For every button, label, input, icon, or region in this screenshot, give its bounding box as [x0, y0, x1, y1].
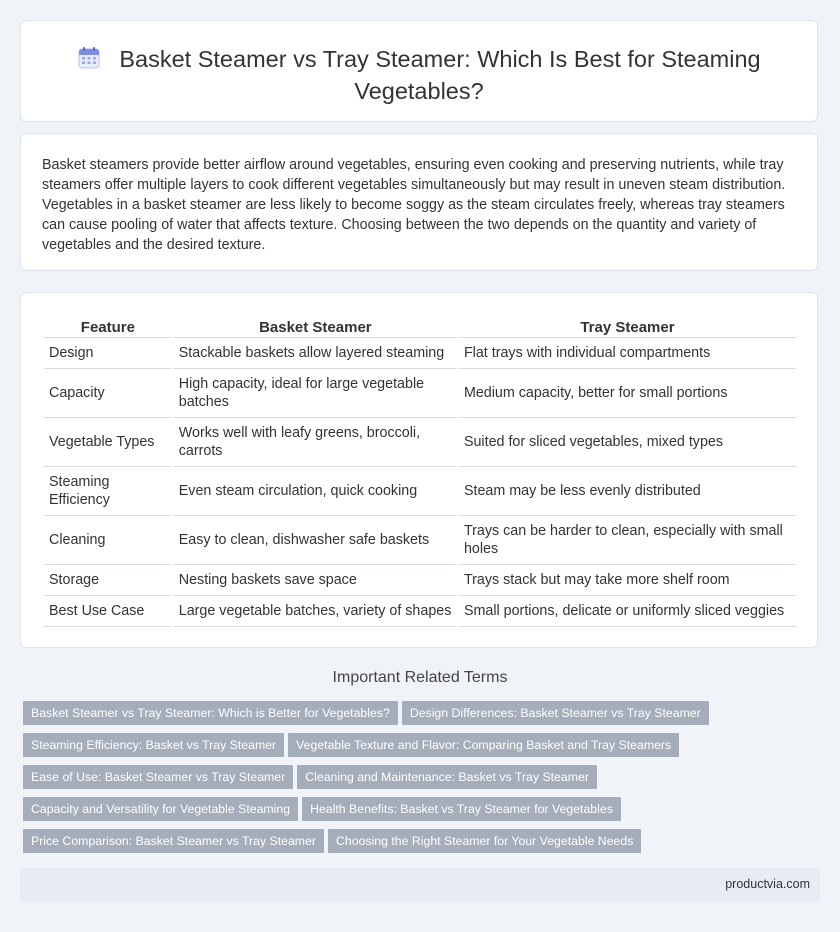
related-term-tag[interactable]: Vegetable Texture and Flavor: Comparing Basket and Tray Steamers: [288, 733, 679, 757]
table-row: [44, 516, 796, 565]
comparison-table-card: [20, 292, 818, 648]
column-header-feature: Feature: [44, 317, 172, 338]
table-header-row: [44, 317, 796, 338]
table-row: [44, 467, 796, 516]
footer: [20, 868, 820, 902]
tray-cell: Flat trays with individual compartments: [459, 338, 796, 369]
related-terms-heading: Important Related Terms: [332, 669, 508, 686]
related-term-tag[interactable]: Health Benefits: Basket vs Tray Steamer for Vegetables: [302, 797, 621, 821]
basket-cell: Stackable baskets allow layered steaming: [174, 338, 457, 369]
table-row: [44, 369, 796, 418]
related-term-tag[interactable]: Cleaning and Maintenance: Basket vs Tray Steamer: [297, 765, 597, 789]
intro-card: [20, 133, 818, 271]
page-title: Basket Steamer vs Tray Steamer: Which Is Best for Steaming Vegetables?: [119, 46, 761, 104]
footer-site-link[interactable]: productvia.com: [725, 877, 810, 891]
tray-cell: Small portions, delicate or uniformly sliced veggies: [459, 596, 796, 627]
column-header-tray: Tray Steamer: [459, 317, 796, 338]
intro-paragraph: Basket steamers provide better airflow around vegetables, ensuring even cooking and preserving nutrients, while tray steamers offer multiple layers to cook different vegetables simultaneously but may result in uneven steam distribution. Vegetables in a basket steamer are less likely to become soggy as the steam circulates freely, whereas tray steamers can cause pooling of water that affects texture. Choosing between the two depends on the quantity and variety of vegetables and the desired texture.: [42, 157, 786, 253]
page-title-wrap: [21, 45, 817, 106]
feature-cell: Steaming Efficiency: [44, 467, 172, 516]
calendar-icon: [77, 46, 101, 77]
basket-cell: Even steam circulation, quick cooking: [174, 467, 457, 516]
related-term-tag[interactable]: Capacity and Versatility for Vegetable Steaming: [23, 797, 298, 821]
feature-cell: Best Use Case: [44, 596, 172, 627]
feature-cell: Vegetable Types: [44, 418, 172, 467]
tray-cell: Medium capacity, better for small portions: [459, 369, 796, 418]
table-row: [44, 565, 796, 596]
related-term-tag[interactable]: Steaming Efficiency: Basket vs Tray Steamer: [23, 733, 284, 757]
related-term-tag[interactable]: Choosing the Right Steamer for Your Vegetable Needs: [328, 829, 641, 853]
title-card: [20, 20, 818, 122]
feature-cell: Design: [44, 338, 172, 369]
tray-cell: Suited for sliced vegetables, mixed types: [459, 418, 796, 467]
basket-cell: Easy to clean, dishwasher safe baskets: [174, 516, 457, 565]
related-term-tag[interactable]: Price Comparison: Basket Steamer vs Tray Steamer: [23, 829, 324, 853]
related-terms-list: [23, 701, 823, 861]
feature-cell: Capacity: [44, 369, 172, 418]
basket-cell: High capacity, ideal for large vegetable batches: [174, 369, 457, 418]
tray-cell: Steam may be less evenly distributed: [459, 467, 796, 516]
related-term-tag[interactable]: Design Differences: Basket Steamer vs Tray Steamer: [402, 701, 709, 725]
column-header-basket: Basket Steamer: [174, 317, 457, 338]
table-row: [44, 338, 796, 369]
table-row: [44, 418, 796, 467]
basket-cell: Large vegetable batches, variety of shapes: [174, 596, 457, 627]
feature-cell: Cleaning: [44, 516, 172, 565]
related-term-tag[interactable]: Basket Steamer vs Tray Steamer: Which is Better for Vegetables?: [23, 701, 398, 725]
tray-cell: Trays can be harder to clean, especially with small holes: [459, 516, 796, 565]
basket-cell: Nesting baskets save space: [174, 565, 457, 596]
related-term-tag[interactable]: Ease of Use: Basket Steamer vs Tray Steamer: [23, 765, 293, 789]
comparison-table: [42, 317, 798, 627]
tray-cell: Trays stack but may take more shelf room: [459, 565, 796, 596]
feature-cell: Storage: [44, 565, 172, 596]
basket-cell: Works well with leafy greens, broccoli, carrots: [174, 418, 457, 467]
table-row: [44, 596, 796, 627]
